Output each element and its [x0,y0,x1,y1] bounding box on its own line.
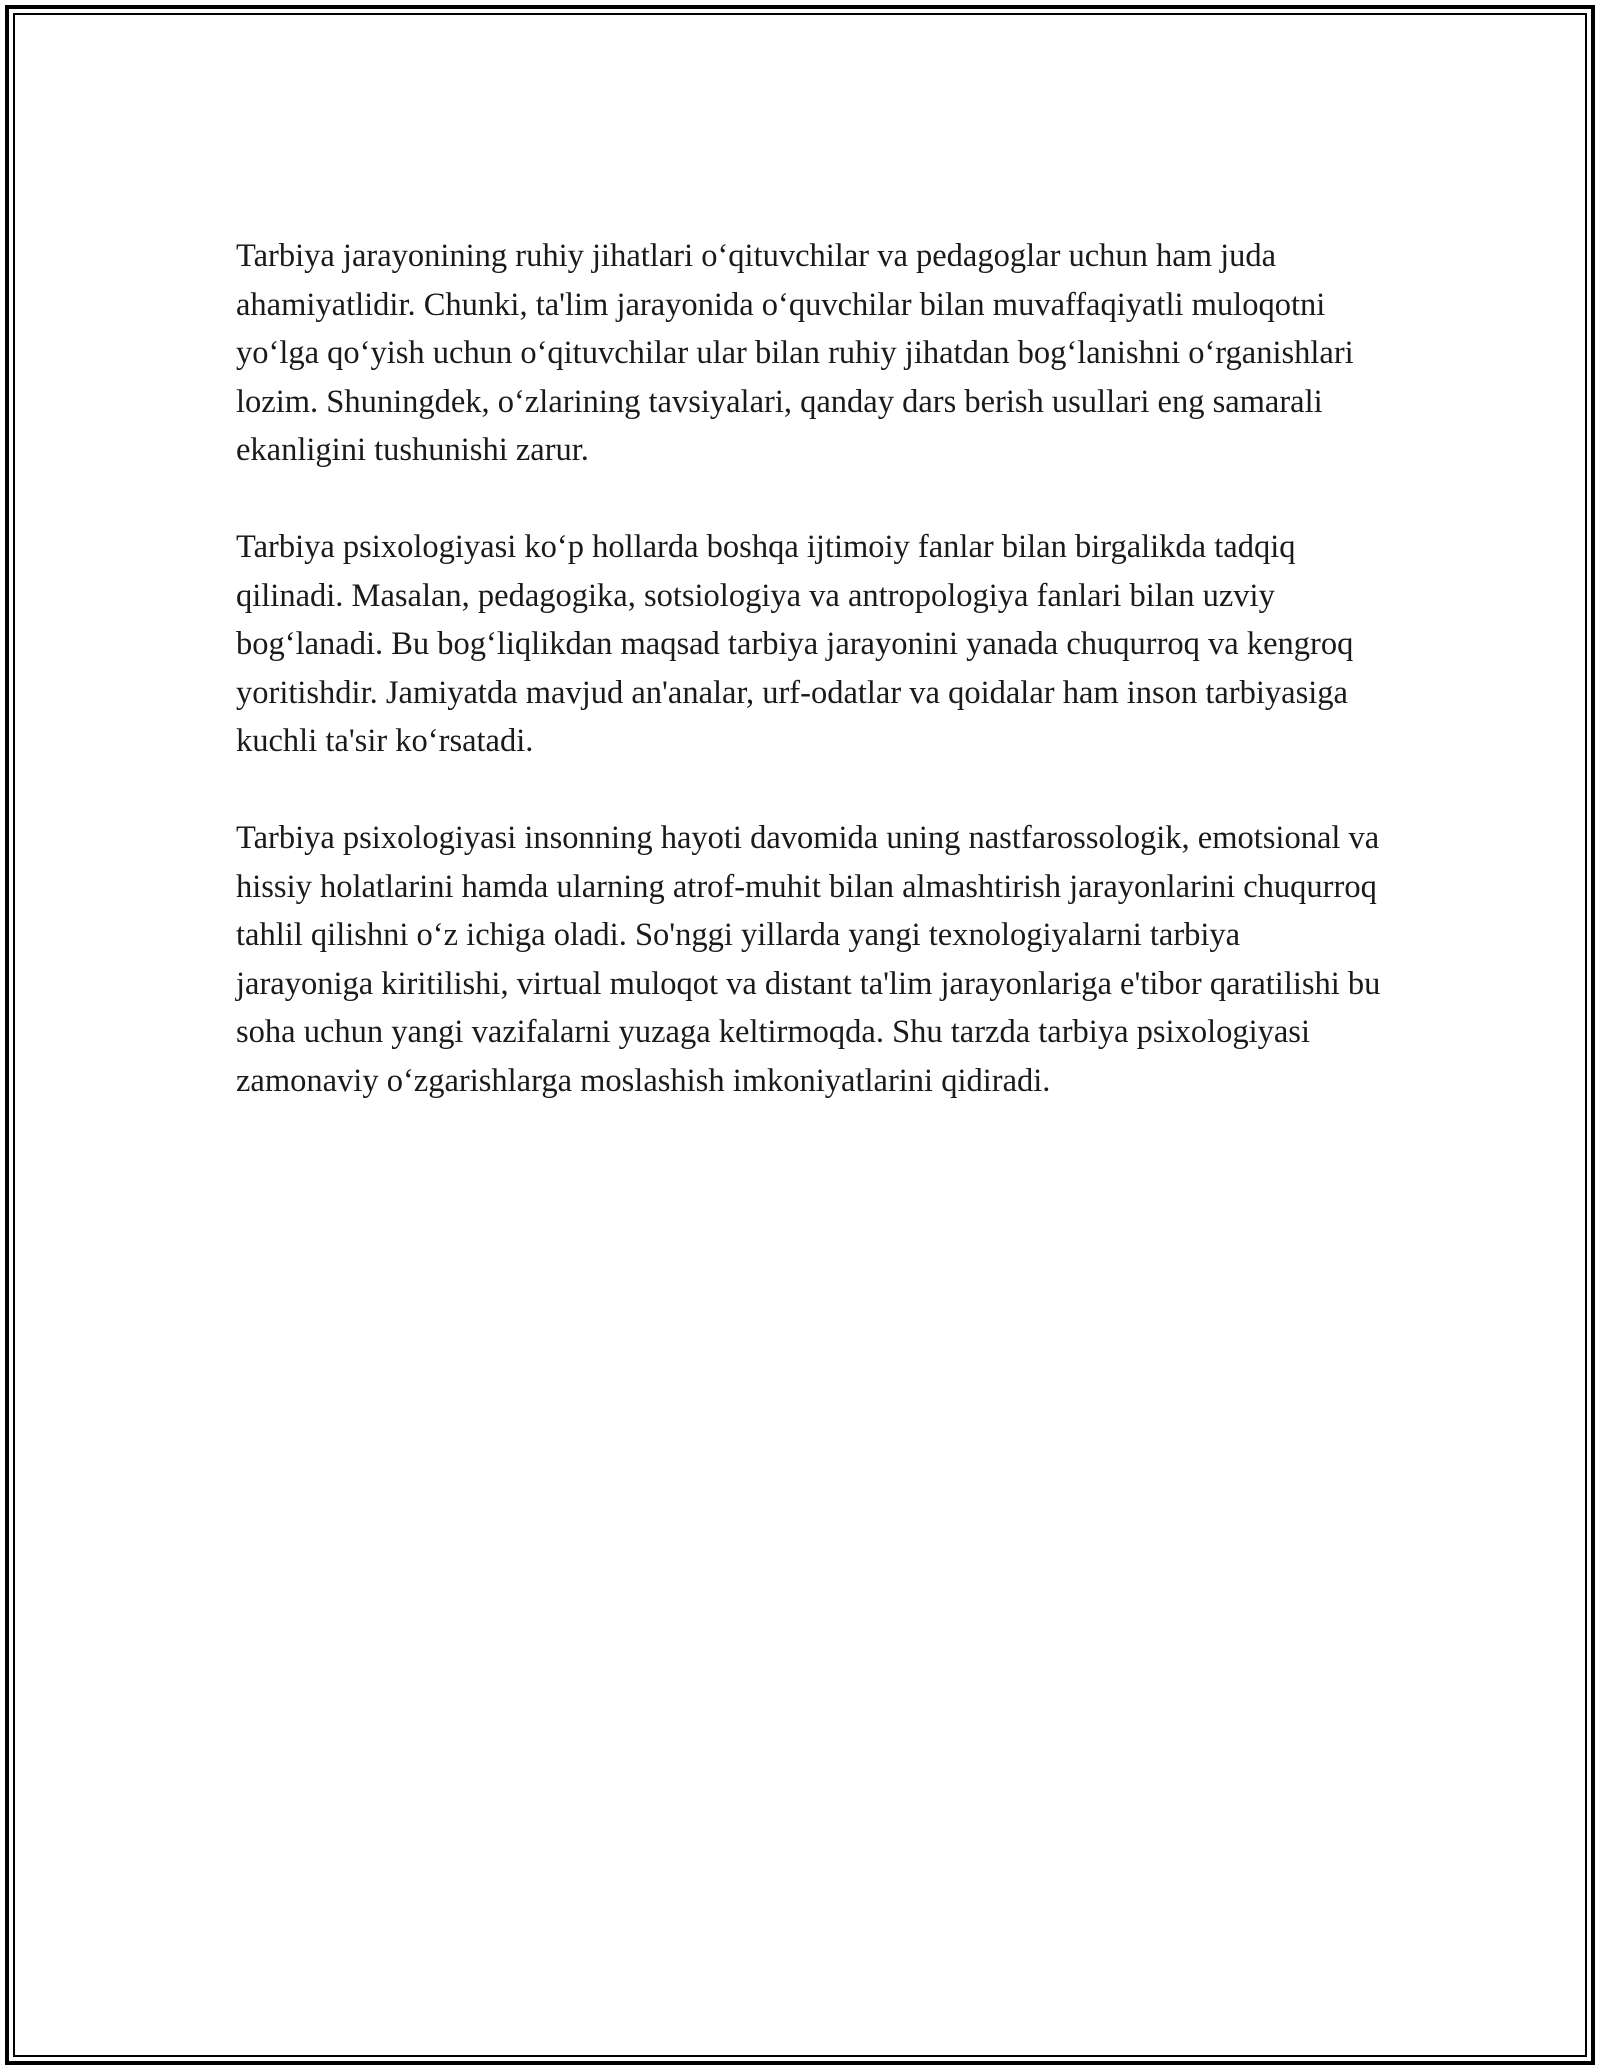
paragraph-3: Tarbiya psixologiyasi insonning hayoti davomida uning nastfarossologik, emotsional va hissiy holatlarini hamda ularning atrof-muhit bilan almashtirish jarayonlarini chuqurroq tahlil qilishni o‘z ichiga oladi. So'nggi yillarda yangi texnologiyalarni tarbiya jarayoniga kiritilishi, virtual muloqot va distant ta'lim jarayonlariga e'tibor qaratilishi bu soha uchun yangi vazifalarni yuzaga keltirmoqda. Shu tarzda tarbiya psixologiyasi zamonaviy o‘zgarishlarga moslashish imkoniyatlarini qidiradi. [236,820,1381,1099]
paragraph-1: Tarbiya jarayonining ruhiy jihatlari o‘qituvchilar va pedagoglar uchun ham juda ahamiyatlidir. Chunki, ta'lim jarayonida o‘quvchilar bilan muvaffaqiyatli muloqotni yo‘lga qo‘yish uchun o‘qituvchilar ular bilan ruhiy jihatdan bog‘lanishni o‘rganishlari lozim. Shuningdek, o‘zlarining tavsiyalari, qanday dars berish usullari eng samarali ekanligini tushunishi zarur. [236,238,1354,468]
paragraph-2: Tarbiya psixologiyasi ko‘p hollarda boshqa ijtimoiy fanlar bilan birgalikda tadqiq qilinadi. Masalan, pedagogika, sotsiologiya va antropologiya fanlari bilan uzviy bog‘lanadi. Bu bog‘liqlikdan maqsad tarbiya jarayonini yanada chuqurroq va kengroq yoritishdir. Jamiyatda mavjud an'analar, urf-odatlar va qoidalar ham inson tarbiyasiga kuchli ta'sir ko‘rsatadi. [236,529,1354,759]
document-body [236,232,1384,1154]
